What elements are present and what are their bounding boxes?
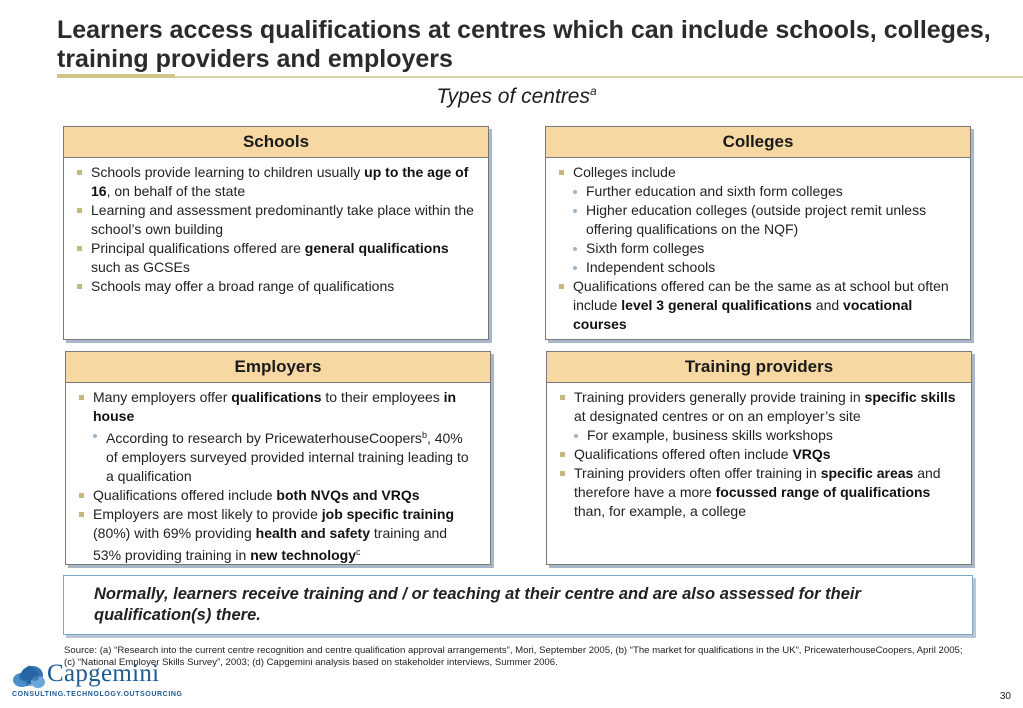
training-providers-heading: Training providers [547, 352, 971, 383]
source-footnote: Source: (a) “Research into the current centre recognition and centre qualification approval arrangements”, Mori, September 2005, (b) “The market for qualifications in the UK”, PricewaterhouseCoopers, April 2005; (c) “National Employer Skills Survey”, 2003; (d) Capgemini analysis based on stakeholder interviews, Summer 2006. [64, 645, 963, 668]
list-item: Learning and assessment predominantly take place within the school’s own building [74, 201, 476, 239]
list-subitem: Independent schools [556, 258, 958, 277]
summary-callout [63, 575, 973, 635]
schools-list [74, 163, 476, 296]
list-item: Qualifications offered include both NVQs and VRQs [76, 486, 478, 505]
employers-panel [65, 351, 491, 565]
spade-cloud-logo-icon [12, 662, 46, 692]
list-item: Training providers often offer training in specific areas and therefore have a more focussed range of qualifications than, for example, a college [557, 464, 959, 521]
list-item: Colleges include [556, 163, 958, 182]
schools-panel [63, 126, 489, 340]
list-item: Qualifications offered often include VRQs [557, 445, 959, 464]
schools-heading: Schools [64, 127, 488, 158]
list-subitem: According to research by PricewaterhouseCoopers$^b$, 40% of employers surveyed provided internal training leading to a qualification [76, 426, 478, 486]
page-number: 30 [999, 691, 1011, 702]
list-item: Schools may offer a broad range of qualifications [74, 277, 476, 296]
list-item: Qualifications offered can be the same as at school but often include level 3 general qualifications and vocational courses [556, 277, 958, 334]
employers-list [76, 388, 478, 565]
list-item: Employers are most likely to provide job specific training (80%) with 69% providing health and safety training and 53% providing training in new technology$^c$ [76, 505, 478, 565]
title-divider [57, 76, 1023, 78]
summary-callout-text: Normally, learners receive training and / or teaching at their centre and are also assessed for their qualification(s) there. [94, 585, 861, 624]
slide-subtitle [0, 84, 1023, 109]
colleges-heading: Colleges [546, 127, 970, 158]
colleges-list [556, 163, 958, 334]
list-subitem: Further education and sixth form colleges [556, 182, 958, 201]
subtitle-text: Types of centres [436, 85, 590, 108]
training-providers-list [557, 388, 959, 521]
slide-title: Learners access qualifications at centres which can include schools, colleges, training providers and employers [57, 16, 991, 73]
title-divider-accent [57, 74, 175, 78]
list-subitem: Sixth form colleges [556, 239, 958, 258]
colleges-panel [545, 126, 971, 340]
logo-tagline: CONSULTING.TECHNOLOGY.OUTSOURCING [12, 691, 183, 698]
training-providers-panel [546, 351, 972, 565]
subtitle-footnote: a [590, 84, 597, 98]
list-item: Many employers offer qualifications to their employees in house [76, 388, 478, 426]
list-item: Training providers generally provide training in specific skills at designated centres or on an employer’s site [557, 388, 959, 426]
list-item: Schools provide learning to children usually up to the age of 16, on behalf of the state [74, 163, 476, 201]
capgemini-logo [12, 660, 183, 702]
logo-wordmark: Capgemini [47, 660, 160, 687]
list-subitem: For example, business skills workshops [557, 426, 959, 445]
list-item: Principal qualifications offered are general qualifications such as GCSEs [74, 239, 476, 277]
employers-heading: Employers [66, 352, 490, 383]
list-subitem: Higher education colleges (outside project remit unless offering qualifications on the NQF) [556, 201, 958, 239]
